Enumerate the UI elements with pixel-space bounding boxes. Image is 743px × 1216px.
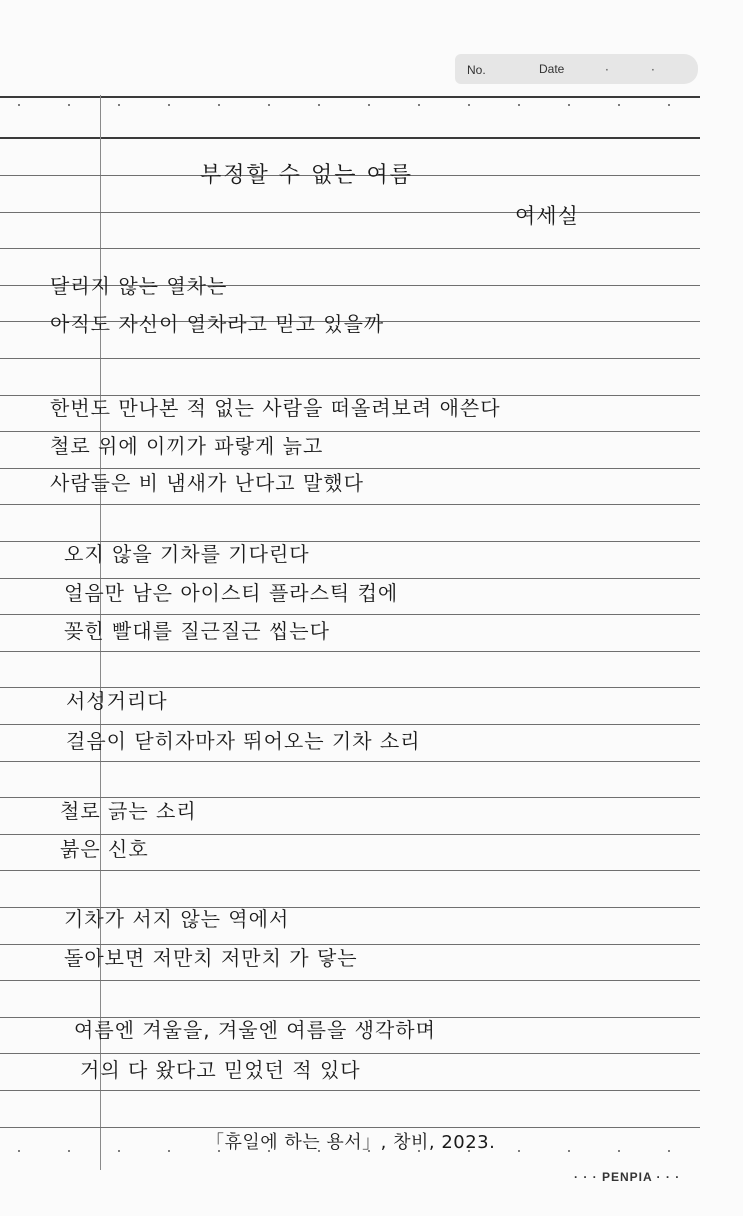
guide-dot <box>368 104 370 106</box>
poem-line: 붉은 신호 <box>60 837 149 861</box>
ruled-line <box>0 761 700 762</box>
top-rule <box>0 96 700 98</box>
poem-line: 사람들은 비 냄새가 난다고 말했다 <box>50 471 364 495</box>
ruled-line <box>0 1090 700 1091</box>
ruled-line <box>0 980 700 981</box>
poem-line: 한번도 만나본 적 없는 사람을 떠올려보려 애쓴다 <box>50 396 501 420</box>
brand-logo: · · · PENPIA · · · <box>574 1170 681 1184</box>
guide-dot <box>268 104 270 106</box>
poem-line: 걸음이 닫히자마자 뛰어오는 기차 소리 <box>66 729 421 753</box>
poem-line: 오지 않을 기차를 기다린다 <box>64 542 310 566</box>
poem-line: 꽂힌 빨대를 질근질근 씹는다 <box>64 619 330 643</box>
poem-line: 철로 긁는 소리 <box>60 799 197 823</box>
ruled-line <box>0 248 700 249</box>
ruled-line <box>0 358 700 359</box>
poem-line: 거의 다 왔다고 믿었던 적 있다 <box>80 1058 361 1082</box>
ruled-line <box>0 504 700 505</box>
date-dot: · <box>651 63 655 77</box>
header-rule <box>0 137 700 139</box>
guide-dot <box>18 1150 20 1152</box>
poem-line: 얼음만 남은 아이스티 플라스틱 컵에 <box>64 581 399 605</box>
no-date-header <box>455 54 698 84</box>
dot-guide-top <box>0 104 700 110</box>
poem-source: 「휴일에 하는 용서」, 창비, 2023. <box>206 1132 496 1153</box>
guide-dot <box>18 104 20 106</box>
poem-author: 여세실 <box>515 204 579 228</box>
poem-line: 서성거리다 <box>66 689 168 713</box>
poem-line: 돌아보면 저만치 저만치 가 닿는 <box>64 946 358 970</box>
guide-dot <box>668 1150 670 1152</box>
poem-line: 기차가 서지 않는 역에서 <box>64 907 290 931</box>
guide-dot <box>218 104 220 106</box>
guide-dot <box>618 1150 620 1152</box>
guide-dot <box>168 1150 170 1152</box>
guide-dot <box>568 1150 570 1152</box>
guide-dot <box>618 104 620 106</box>
guide-dot <box>568 104 570 106</box>
poem-line: 여름엔 겨울을, 겨울엔 여름을 생각하며 <box>74 1018 436 1042</box>
guide-dot <box>118 1150 120 1152</box>
ruled-line <box>0 870 700 871</box>
poem-line: 철로 위에 이끼가 파랗게 늙고 <box>50 434 324 458</box>
date-label: Date <box>539 62 565 76</box>
ruled-line <box>0 651 700 652</box>
ruled-line <box>0 212 700 213</box>
guide-dot <box>168 104 170 106</box>
guide-dot <box>118 104 120 106</box>
guide-dot <box>68 104 70 106</box>
guide-dot <box>468 104 470 106</box>
guide-dot <box>518 1150 520 1152</box>
guide-dot <box>318 104 320 106</box>
no-label: No. <box>467 63 486 77</box>
guide-dot <box>668 104 670 106</box>
date-dot: · <box>605 63 609 77</box>
guide-dot <box>518 104 520 106</box>
poem-line: 아직도 자신이 열차라고 믿고 있을까 <box>50 312 385 336</box>
guide-dot <box>418 104 420 106</box>
poem-line: 달리지 않는 열차는 <box>50 274 228 298</box>
poem-title: 부정할 수 없는 여름 <box>200 163 413 188</box>
guide-dot <box>68 1150 70 1152</box>
